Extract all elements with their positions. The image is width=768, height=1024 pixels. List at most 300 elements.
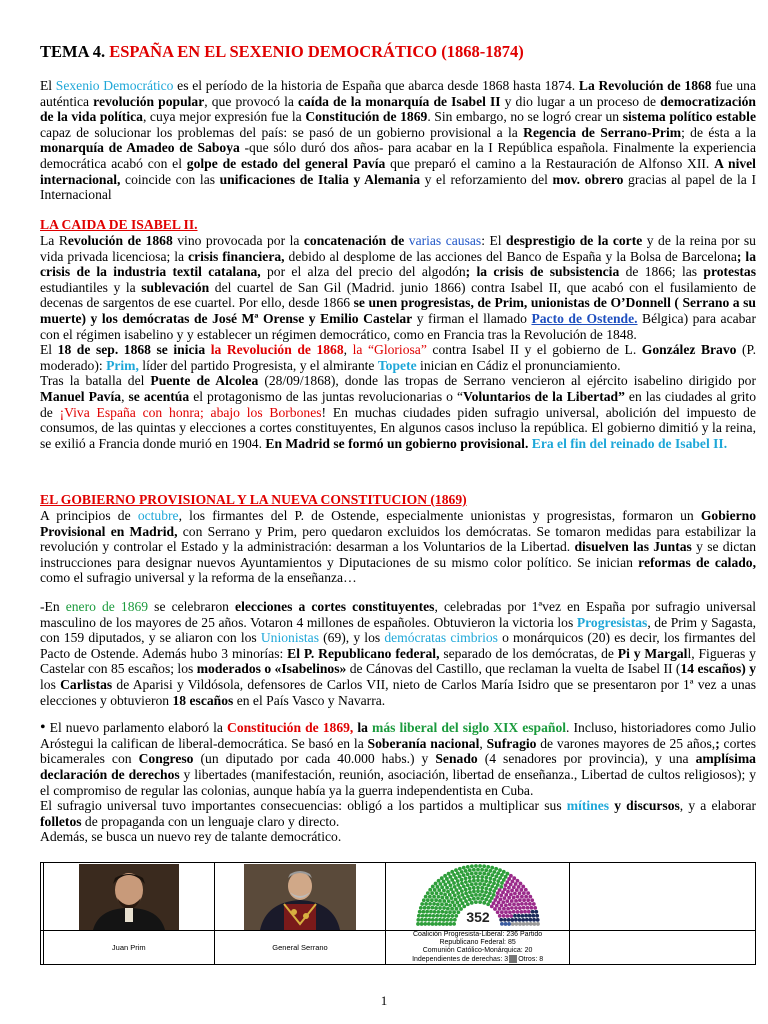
title-prefix: TEMA 4.: [40, 42, 106, 61]
seat-dot: [521, 905, 525, 909]
caida-paragraph-1: [40, 233, 756, 342]
text-run: fue una auténtica: [40, 78, 756, 109]
seat-dot: [522, 891, 526, 895]
seat-dot: [443, 882, 447, 886]
seat-dot: [440, 909, 444, 913]
seat-dot: [438, 882, 442, 886]
seat-dot: [532, 917, 536, 921]
seat-dot: [526, 891, 530, 895]
seat-dot: [478, 871, 482, 875]
seat-dot: [437, 922, 441, 926]
text-run: Soberanía nacional: [367, 735, 480, 751]
text-run: . Incluso, historiadores como Julio Aróstegui la califican de liberal-democrática. Se basó en la: [40, 720, 756, 751]
seat-dot: [474, 892, 478, 896]
text-run: Regencia de Serrano-Prim: [523, 124, 682, 140]
text-run: de 1866; las: [619, 264, 704, 280]
text-run: se unen progresistas, de Prim, unionistas de O’Donnell ( Serrano a su muerte) y los demócratas de José Mª Orense y Emilio Castelar: [40, 295, 756, 326]
seat-dot: [457, 895, 461, 899]
seat-dot: [441, 918, 445, 922]
text-run: como el sufragio universal y la reforma de la enseñanza…: [40, 570, 357, 586]
seat-dot: [456, 910, 460, 914]
seat-dot: [434, 906, 438, 910]
seat-dot: [440, 885, 444, 889]
seat-dot: [507, 895, 511, 899]
seat-dot: [490, 873, 494, 877]
seat-dot: [522, 898, 526, 902]
text-run: y firman el llamado: [412, 310, 532, 326]
text-run: Sufragio: [486, 735, 537, 751]
seat-dot: [525, 922, 529, 926]
seat-dot: [524, 901, 528, 905]
gobierno-paragraph-3: [40, 720, 756, 798]
seat-dot: [503, 917, 507, 921]
text-run: octubre: [137, 508, 179, 523]
seat-dot: [505, 914, 509, 918]
seat-dot: [460, 889, 464, 893]
seat-dot: [433, 881, 437, 885]
seat-dot: [514, 917, 518, 921]
text-run[interactable]: Pacto de Ostende.: [531, 310, 638, 326]
text-run: , celebradas por 1ªvez en España por sufragio universal masculino de los mayores de 25 años. Votaron 4 millones de españoles. Obtuvieron la victoria los: [40, 598, 757, 630]
seat-dot: [489, 904, 493, 908]
text-run: Senado: [435, 751, 478, 767]
text-run: moderados o «Isabelinos»: [196, 661, 347, 677]
seat-dot: [526, 898, 530, 902]
seats-total-label: 352: [465, 908, 490, 925]
seat-dot: [461, 873, 465, 877]
seat-dot: [525, 905, 529, 909]
text-run: el protagonismo de las juntas revolucionarias o “: [189, 388, 463, 404]
text-run: crisis financiera,: [188, 248, 285, 264]
seat-dot: [470, 882, 474, 886]
seat-dot: [450, 906, 454, 910]
legend-swatch: [509, 955, 517, 963]
seat-dot: [478, 892, 482, 896]
text-run: contra Isabel II y el gobierno de L.: [426, 342, 642, 358]
seat-dot: [501, 914, 505, 918]
portrait-cell-serrano: [214, 863, 386, 931]
seat-dot: [432, 888, 436, 892]
text-run: 18 de sep. 1868 se inicia: [57, 342, 206, 358]
seat-dot: [510, 888, 514, 892]
text-run: se celebraron: [148, 598, 236, 614]
seat-dot: [495, 910, 499, 914]
seat-dot: [527, 913, 531, 917]
seat-dot: [513, 891, 517, 895]
seat-dot: [514, 898, 518, 902]
text-run: reformas de calado,: [638, 554, 757, 570]
text-run: amplísima declaración de derechos: [40, 751, 756, 782]
seat-dot: [514, 888, 518, 892]
text-run: sistema político estable: [622, 109, 756, 125]
seat-dot: [499, 917, 503, 921]
text-run: con Serrano y Prim, pero quedaron excluidos los demócratas. Se tomaron medidas para estabilizar la revolución y controlar el Estado y la administración: desarman a los Voluntarios de la Libertad.: [40, 523, 756, 555]
seat-dot: [472, 889, 476, 893]
seat-dot: [472, 878, 476, 882]
text-run: capaz de solucionar los problemas del país: se pasó de un gobierno provisional a la: [40, 124, 524, 140]
caption-serrano: General Serrano: [214, 931, 386, 965]
seat-dot: [524, 913, 528, 917]
text-run: por el alza del precio del algodón: [260, 264, 466, 280]
text-run: . Sin embargo, no se logró crear un: [427, 109, 623, 125]
seat-dot: [535, 913, 539, 917]
seat-dot: [440, 895, 444, 899]
seat-dot: [444, 910, 448, 914]
text-run: El sufragio universal tuvo importantes consecuencias: obligó a los partidos a multiplicar sus: [40, 798, 567, 814]
text-run: más liberal del siglo XIX español: [372, 720, 567, 736]
seat-dot: [506, 906, 510, 910]
text-run: , que provocó la: [204, 93, 298, 109]
seat-dot: [445, 895, 449, 899]
seat-dot: [454, 906, 458, 910]
seat-dot: [529, 905, 533, 909]
seat-dot: [449, 917, 453, 921]
seat-dot: [524, 894, 528, 898]
seat-dot: [459, 877, 463, 881]
seat-dot: [437, 888, 441, 892]
text-run: -que sólo duró dos años- para acabar en la I República española. Finalmente la experiencia democrática acabó con el: [40, 140, 756, 171]
seat-dot: [438, 917, 442, 921]
seat-dot: [492, 870, 496, 874]
text-run: ,: [343, 342, 353, 358]
seat-dot: [504, 910, 508, 914]
legend-line-4: [386, 955, 569, 964]
seat-dot: [428, 901, 432, 905]
seat-dot: [515, 894, 519, 898]
seat-dot: [423, 894, 427, 898]
page-number: 1: [380, 993, 388, 1008]
seat-dot: [482, 893, 486, 897]
text-run: Topete: [377, 357, 417, 373]
seat-dot: [513, 882, 517, 886]
seat-dot: [482, 900, 486, 904]
text-run: Tras la batalla del: [40, 373, 151, 389]
text-run: González Bravo: [641, 342, 737, 358]
text-run: En Madrid se formó un gobierno provisional.: [265, 435, 529, 451]
text-run: revolución popular: [93, 93, 205, 109]
seat-dot: [443, 873, 447, 877]
seat-dot: [432, 901, 436, 905]
text-run: ! En muchas ciudades piden sufragio universal, abolición del impuesto de consumos, de las quintas y elecciones a cortes constituyentes, En algunos casos incluso la república. El gobierno dimitió y la reina, se exilió a Francia donde murió en 1904.: [40, 404, 756, 451]
seat-dot: [448, 910, 452, 914]
seat-dot: [459, 907, 463, 911]
seat-dot: [504, 892, 508, 896]
seat-dot: [511, 909, 515, 913]
text-run: ¡Viva España con honra; abajo los Borbones: [59, 404, 322, 420]
seat-dot: [467, 875, 471, 879]
text-run: Voluntarios de la Libertad”: [463, 388, 625, 404]
seat-dot: [482, 882, 486, 886]
text-run: La R: [40, 233, 68, 248]
seat-dot: [435, 884, 439, 888]
text-run: •: [40, 719, 46, 737]
legend-line-2: Republicano Federal: 85: [439, 939, 516, 946]
seat-dot: [501, 900, 505, 904]
text-run: sublevación: [141, 279, 210, 295]
seat-dot: [501, 869, 505, 873]
text-run: Constitución de 1869: [305, 109, 428, 125]
seat-dot: [427, 922, 431, 926]
seat-dot: [532, 922, 536, 926]
text-run: Congreso: [138, 751, 194, 767]
seat-dot: [518, 881, 522, 885]
seat-dot: [417, 909, 421, 913]
seat-dot: [521, 922, 525, 926]
seat-dot: [518, 898, 522, 902]
seat-dot: [499, 903, 503, 907]
seat-dot: [480, 875, 484, 879]
text-run: desprestigio de la corte: [506, 233, 643, 248]
seat-dot: [530, 909, 534, 913]
legend-independientes: Independientes de derechas: 3: [412, 955, 509, 963]
seat-dot: [510, 922, 514, 926]
seat-dot: [420, 902, 424, 906]
text-run: El P. Republicano federal,: [287, 645, 440, 661]
seat-dot: [480, 896, 484, 900]
seat-dot: [488, 887, 492, 891]
seat-dot: [484, 875, 488, 879]
text-run: la “Gloriosa”: [352, 342, 427, 358]
seat-dot: [480, 867, 484, 871]
seat-dot: [535, 917, 539, 921]
text-run: Bélgica) para acabar con el régimen isabelino y y establecer un régimen democrático, como en Francia tras la Revolución de 1848.: [40, 310, 756, 342]
text-run: elecciones a cortes constituyentes: [235, 598, 435, 614]
seat-dot: [452, 884, 456, 888]
title-main: ESPAÑA EN EL SEXENIO DEMOCRÁTICO (1868-1874): [109, 42, 524, 61]
seat-dot: [424, 913, 428, 917]
seat-dot: [449, 887, 453, 891]
seat-dot: [514, 906, 518, 910]
seat-dot: [435, 913, 439, 917]
seat-dot: [440, 902, 444, 906]
caida-paragraph-2: [40, 342, 756, 373]
seat-dot: [521, 884, 525, 888]
seat-dot: [428, 913, 432, 917]
seat-dot: [469, 900, 473, 904]
seat-dot: [495, 883, 499, 887]
text-run: mov. obrero: [552, 171, 624, 187]
seat-dot: [442, 906, 446, 910]
seat-dot: [434, 922, 438, 926]
seat-dot: [486, 883, 490, 887]
seat-dot: [470, 864, 474, 868]
text-run: El: [40, 78, 56, 93]
text-run: La Revolución de 1868: [578, 78, 712, 93]
seat-dot: [446, 889, 450, 893]
seat-dot: [474, 882, 478, 886]
seat-dot: [506, 918, 510, 922]
seat-dot: [453, 897, 457, 901]
seat-dot: [466, 902, 470, 906]
seat-dot: [482, 864, 486, 868]
seat-dot: [492, 881, 496, 885]
seat-dot: [474, 871, 478, 875]
seat-dot: [519, 888, 523, 892]
seat-dot: [434, 891, 438, 895]
seat-dot: [521, 917, 525, 921]
text-run: inician en Cádiz el pronunciamiento.: [416, 357, 621, 373]
text-run: disuelven las Juntas: [574, 539, 692, 555]
seat-dot: [500, 922, 504, 926]
seat-dot: [503, 883, 507, 887]
seat-dot: [431, 917, 435, 921]
seat-dot: [447, 892, 451, 896]
seat-dot: [430, 905, 434, 909]
seat-dot: [505, 899, 509, 903]
seat-dot: [492, 877, 496, 881]
text-run: Prim,: [106, 357, 139, 373]
seat-dot: [416, 922, 420, 926]
seat-dot: [528, 894, 532, 898]
seat-dot: [507, 902, 511, 906]
seat-dot: [519, 910, 523, 914]
seat-dot: [468, 897, 472, 901]
text-run: (P. moderado):: [40, 342, 756, 373]
text-run: ;: [715, 735, 720, 751]
seat-dot: [467, 868, 471, 872]
intro-paragraph: [40, 78, 756, 203]
text-run: Carlistas: [60, 676, 113, 692]
seat-dot: [507, 885, 511, 889]
seat-dot: [434, 898, 438, 902]
seat-dot: [500, 910, 504, 914]
text-run: y se dictan instrucciones para designar nuevos Ayuntamientos y Diputaciones de su mismo color político. Se inician: [40, 539, 757, 570]
seat-dot: [468, 879, 472, 883]
seat-dot: [486, 894, 490, 898]
seat-dot: [499, 893, 503, 897]
seat-dot: [520, 901, 524, 905]
seat-dot: [472, 896, 476, 900]
text-run: folletos: [40, 813, 82, 829]
seat-dot: [439, 913, 443, 917]
seat-dot: [457, 874, 461, 878]
seat-dot: [486, 864, 490, 868]
seat-dot: [468, 890, 472, 894]
seat-dot: [512, 885, 516, 889]
text-run: y discursos: [614, 798, 680, 814]
text-run: líder del partido Progresista, y el almirante: [138, 357, 378, 373]
gobierno-paragraph-1: [40, 508, 756, 586]
seat-dot: [446, 906, 450, 910]
seat-dot: [436, 894, 440, 898]
text-run: Sexenio Democrático: [55, 78, 174, 93]
seat-dot: [516, 913, 520, 917]
seat-dot: [530, 898, 534, 902]
seat-dot: [444, 902, 448, 906]
seat-dot: [527, 909, 531, 913]
text-run: en las ciudades al grito de: [40, 388, 757, 420]
seat-dot: [420, 917, 424, 921]
text-run: es el período de la historia de España que abarca desde 1868 hasta 1874.: [173, 78, 579, 93]
gobierno-paragraph-5: [40, 829, 756, 845]
seat-dot: [422, 898, 426, 902]
seat-dot: [507, 922, 511, 926]
seat-dot: [430, 898, 434, 902]
seat-dot: [478, 882, 482, 886]
seat-dot: [498, 897, 502, 901]
caption-prim: Juan Prim: [43, 931, 214, 965]
seat-dot: [518, 922, 522, 926]
seat-dot: [472, 885, 476, 889]
seat-dot: [518, 906, 522, 910]
seat-dot: [458, 866, 462, 870]
section-heading-caida: LA CAIDA DE ISABEL II.: [40, 217, 198, 232]
seat-dot: [514, 922, 518, 926]
seat-dot: [510, 906, 514, 910]
seat-dot: [430, 884, 434, 888]
seat-dot: [461, 865, 465, 869]
text-run: golpe de estado del general Pavía: [186, 155, 386, 171]
text-run: , los firmantes del P. de Ostende, especialmente unionistas y progresistas, formaron un: [178, 508, 701, 523]
seat-dot: [509, 914, 513, 918]
seat-dot: [503, 922, 507, 926]
text-run: varias causas: [408, 233, 482, 248]
seat-dot: [445, 885, 449, 889]
seat-dot: [442, 914, 446, 918]
seat-dot: [422, 905, 426, 909]
text-run: Constitución de 1869,: [227, 720, 354, 736]
seat-dot: [452, 881, 456, 885]
seat-dot: [436, 909, 440, 913]
seat-dot: [463, 869, 467, 873]
seat-dot: [416, 917, 420, 921]
text-run: de Aparisi y Vildósola, defensores de Carlos VII, nieto de Carlos María Isidro que se presentaron por 1ª vez a unas elecciones y obtuvieron: [40, 676, 756, 708]
seat-dot: [469, 871, 473, 875]
seat-dot: [470, 893, 474, 897]
text-run: , de Prim y Sagasta, con 159 diputados, y se aliaron con los: [40, 614, 756, 646]
parliament-chart-cell: [386, 863, 570, 931]
seat-dot: [476, 867, 480, 871]
seat-dot: [442, 899, 446, 903]
text-run: El nuevo parlamento elaboró la: [45, 720, 227, 736]
seat-dot: [520, 894, 524, 898]
legend-line-3: Comunión Católico-Monárquica: 20: [422, 947, 533, 954]
seat-dot: [498, 868, 502, 872]
seat-dot: [432, 894, 436, 898]
text-run: y dio lugar a un proceso de: [500, 93, 661, 109]
seat-dot: [472, 867, 476, 871]
seat-dot: [480, 885, 484, 889]
seat-dot: [484, 879, 488, 883]
seat-dot: [523, 909, 527, 913]
seat-dot: [425, 909, 429, 913]
seat-dot: [528, 917, 532, 921]
seat-dot: [453, 917, 457, 921]
text-run: debido al desplome de las acciones del Banco de España y la Bolsa de Barcelona: [284, 248, 737, 264]
text-run: en el País Vasco y Navarra.: [233, 692, 386, 708]
seat-dot: [511, 895, 515, 899]
seat-dot: [513, 913, 517, 917]
seat-dot: [448, 922, 452, 926]
text-run: unificaciones de Italia y Alemania: [219, 171, 421, 187]
text-run: -En: [40, 598, 66, 614]
text-run: 18 escaños: [172, 692, 234, 708]
seat-dot: [478, 900, 482, 904]
seat-dot: [488, 880, 492, 884]
seat-dot: [450, 900, 454, 904]
seat-dot: [476, 896, 480, 900]
text-run: 14 escaños) y: [680, 661, 756, 677]
seat-dot: [457, 903, 461, 907]
seat-dot: [480, 878, 484, 882]
seat-dot: [491, 893, 495, 897]
seat-dot: [509, 899, 513, 903]
empty-cell: [569, 863, 755, 931]
seat-dot: [463, 887, 467, 891]
seat-dot: [488, 876, 492, 880]
seat-dot: [439, 891, 443, 895]
seat-dot: [512, 902, 516, 906]
